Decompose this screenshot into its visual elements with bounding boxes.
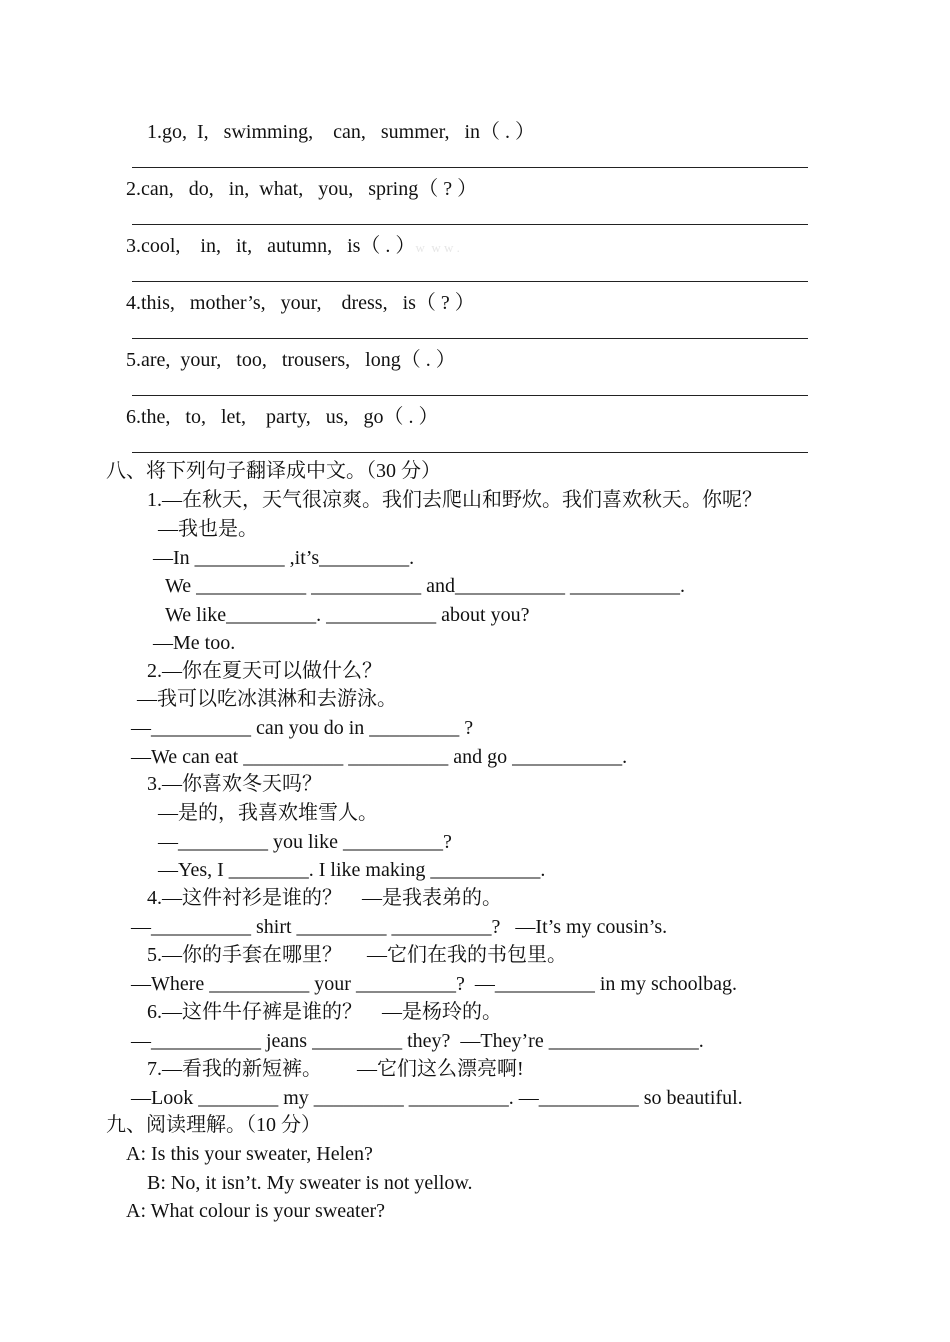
s8-line-1: 1.—在秋天，天气很凉爽。我们去爬山和野炊。我们喜欢秋天。你呢？	[147, 489, 762, 511]
s8-line-20: —___________ jeans _________ they? —They’re _______________.	[131, 1030, 704, 1052]
answer-line-6[interactable]	[132, 452, 808, 453]
s8-line-8: —我可以吃冰淇淋和去游泳。	[137, 688, 397, 710]
answer-line-3[interactable]	[132, 281, 808, 282]
s8-line-11: 3.—你喜欢冬天吗？	[147, 773, 322, 795]
s8-line-12: —是的，我喜欢堆雪人。	[158, 802, 378, 824]
s8-line-19: 6.—这件牛仔裤是谁的？ —是杨玲的。	[147, 1001, 502, 1023]
reorder-item-2: 2.can, do, in, what, you, spring（ ? ）	[126, 178, 478, 200]
s8-line-13: —_________ you like __________?	[158, 831, 452, 853]
section-9-heading: 九、阅读理解。（10 分）	[106, 1114, 321, 1136]
s8-line-5: We like_________. ___________ about you?	[165, 604, 530, 626]
answer-line-4[interactable]	[132, 338, 808, 339]
answer-line-1[interactable]	[132, 167, 808, 168]
watermark-text: w w w .	[415, 240, 460, 255]
reorder-item-5: 5.are, your, too, trousers, long（ . ）	[126, 349, 456, 371]
s8-line-17: 5.—你的手套在哪里？ —它们在我的书包里。	[147, 944, 567, 966]
s8-line-14: —Yes, I ________. I like making ___________.	[158, 859, 546, 881]
reorder-item-4: 4.this, mother’s, your, dress, is（ ? ）	[126, 292, 475, 314]
reorder-item-3-text: 3.cool, in, it, autumn, is（ . ）	[126, 235, 416, 257]
s8-line-3: —In _________ ,it’s_________.	[153, 547, 415, 569]
section-8-heading: 八、将下列句子翻译成中文。（30 分）	[106, 460, 441, 482]
s8-line-7: 2.—你在夏天可以做什么？	[147, 660, 382, 682]
s8-line-6: —Me too.	[153, 632, 236, 654]
answer-line-2[interactable]	[132, 224, 808, 225]
s8-line-9: —__________ can you do in _________ ?	[131, 717, 474, 739]
reorder-item-1: 1.go, I, swimming, can, summer, in（ . ）	[147, 121, 536, 143]
reorder-item-3	[126, 233, 460, 261]
s8-line-16: —__________ shirt _________ __________? —It’s my cousin’s.	[131, 916, 668, 938]
reorder-item-6: 6.the, to, let, party, us, go（ . ）	[126, 406, 439, 428]
s8-line-10: —We can eat __________ __________ and go ___________.	[131, 746, 628, 768]
s9-line-3: A: What colour is your sweater?	[126, 1200, 385, 1222]
s9-line-1: A: Is this your sweater, Helen?	[126, 1143, 373, 1165]
s8-line-22: —Look ________ my _________ __________. —__________ so beautiful.	[131, 1087, 743, 1109]
s8-line-18: —Where __________ your __________? —__________ in my schoolbag.	[131, 973, 738, 995]
s9-line-2: B: No, it isn’t. My sweater is not yellow.	[147, 1172, 473, 1194]
answer-line-5[interactable]	[132, 395, 808, 396]
s8-line-4: We ___________ ___________ and___________ ___________.	[165, 575, 686, 597]
s8-line-21: 7.—看我的新短裤。 —它们这么漂亮啊!	[147, 1058, 524, 1080]
s8-line-2: —我也是。	[158, 518, 258, 540]
s8-line-15: 4.—这件衬衫是谁的？ —是我表弟的。	[147, 887, 502, 909]
